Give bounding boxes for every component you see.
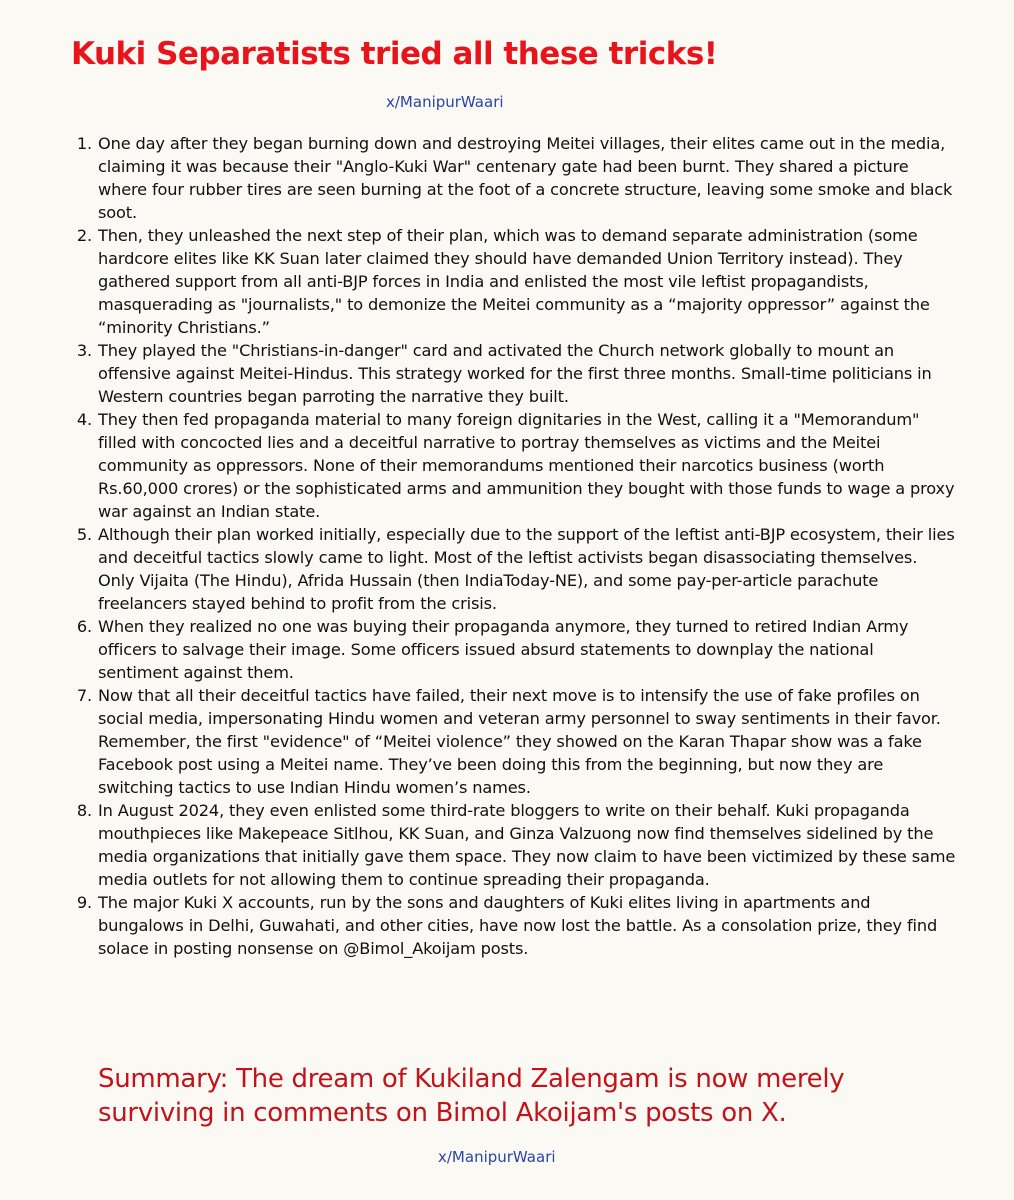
- list-item-text: One day after they began burning down and destroying Meitei villages, their elites came out in the media, claiming it was because their "Anglo-Kuki War" centenary gate had been burnt. They shared a picture where four rubber tires are seen burning at the foot of a concrete structure, leaving some smoke and black soot.: [98, 134, 953, 222]
- list-item: [56, 684, 956, 799]
- list-item: [56, 408, 956, 523]
- list-item: [56, 891, 956, 960]
- list-item-text: Although their plan worked initially, especially due to the support of the leftist anti-BJP ecosystem, their lies and deceitful tactics slowly came to light. Most of the leftist activists began disassociating themselves. Only Vijaita (The Hindu), Afrida Hussain (then IndiaToday-NE), and some pay-per-article parachute freelancers stayed behind to profit from the crisis.: [98, 525, 955, 613]
- numbered-list: [56, 132, 956, 960]
- list-item-number: 2.: [76, 226, 92, 245]
- list-item-text: The major Kuki X accounts, run by the sons and daughters of Kuki elites living in apartments and bungalows in Delhi, Guwahati, and other cities, have now lost the battle. As a consolation prize, they find solace in posting nonsense on @Bimol_Akoijam posts.: [98, 893, 938, 958]
- summary-text: Summary: The dream of Kukiland Zalengam is now merely surviving in comments on Bimol Akoijam's posts on X.: [98, 1064, 845, 1128]
- list-item-text: Now that all their deceitful tactics have failed, their next move is to intensify the use of fake profiles on social media, impersonating Hindu women and veteran army personnel to sway sentiments in their favor. Remember, the first "evidence" of “Meitei violence” they showed on the Karan Thapar show was a fake Facebook post using a Meitei name. They’ve been doing this from the beginning, but now they are switching tactics to use Indian Hindu women’s names.: [98, 686, 941, 797]
- page-title: Kuki Separatists tried all these tricks!: [71, 36, 718, 72]
- list-item-number: 6.: [76, 617, 92, 636]
- handle-bottom: x/ManipurWaari: [438, 1148, 556, 1166]
- list-item-number: 8.: [76, 801, 92, 820]
- list-item-number: 4.: [76, 410, 92, 429]
- list-item-number: 7.: [76, 686, 92, 705]
- list-item-number: 5.: [76, 525, 92, 544]
- list-item-number: 1.: [76, 134, 92, 153]
- list-item: [56, 523, 956, 615]
- list-item-text: In August 2024, they even enlisted some third-rate bloggers to write on their behalf. Kuki propaganda mouthpieces like Makepeace Sitlhou, KK Suan, and Ginza Valzuong now find themselves sidelined by the media organizations that initially gave them space. They now claim to have been victimized by these same media outlets for not allowing them to continue spreading their propaganda.: [98, 801, 956, 889]
- list-item: [56, 132, 956, 224]
- list-item-text: Then, they unleashed the next step of their plan, which was to demand separate administration (some hardcore elites like KK Suan later claimed they should have demanded Union Territory instead). They gathered support from all anti-BJP forces in India and enlisted the most vile leftist propagandists, masquerading as "journalists," to demonize the Meitei community as a “majority oppressor” against the “minority Christians.”: [98, 226, 930, 337]
- list-item: [56, 224, 956, 339]
- list-item: [56, 339, 956, 408]
- list-item-number: 9.: [76, 893, 92, 912]
- list-item-text: They then fed propaganda material to many foreign dignitaries in the West, calling it a "Memorandum" filled with concocted lies and a deceitful narrative to portray themselves as victims and the Meitei community as oppressors. None of their memorandums mentioned their narcotics business (worth Rs.60,000 crores) or the sophisticated arms and ammunition they bought with those funds to wage a proxy war against an Indian state.: [98, 410, 955, 521]
- list-item: [56, 615, 956, 684]
- list-item-number: 3.: [76, 341, 92, 360]
- list-item-text: They played the "Christians-in-danger" card and activated the Church network globally to mount an offensive against Meitei-Hindus. This strategy worked for the first three months. Small-time politicians in Western countries began parroting the narrative they built.: [98, 341, 932, 406]
- handle-top: x/ManipurWaari: [386, 93, 504, 111]
- list-item: [56, 799, 956, 891]
- list-item-text: When they realized no one was buying their propaganda anymore, they turned to retired Indian Army officers to salvage their image. Some officers issued absurd statements to downplay the national sentiment against them.: [98, 617, 909, 682]
